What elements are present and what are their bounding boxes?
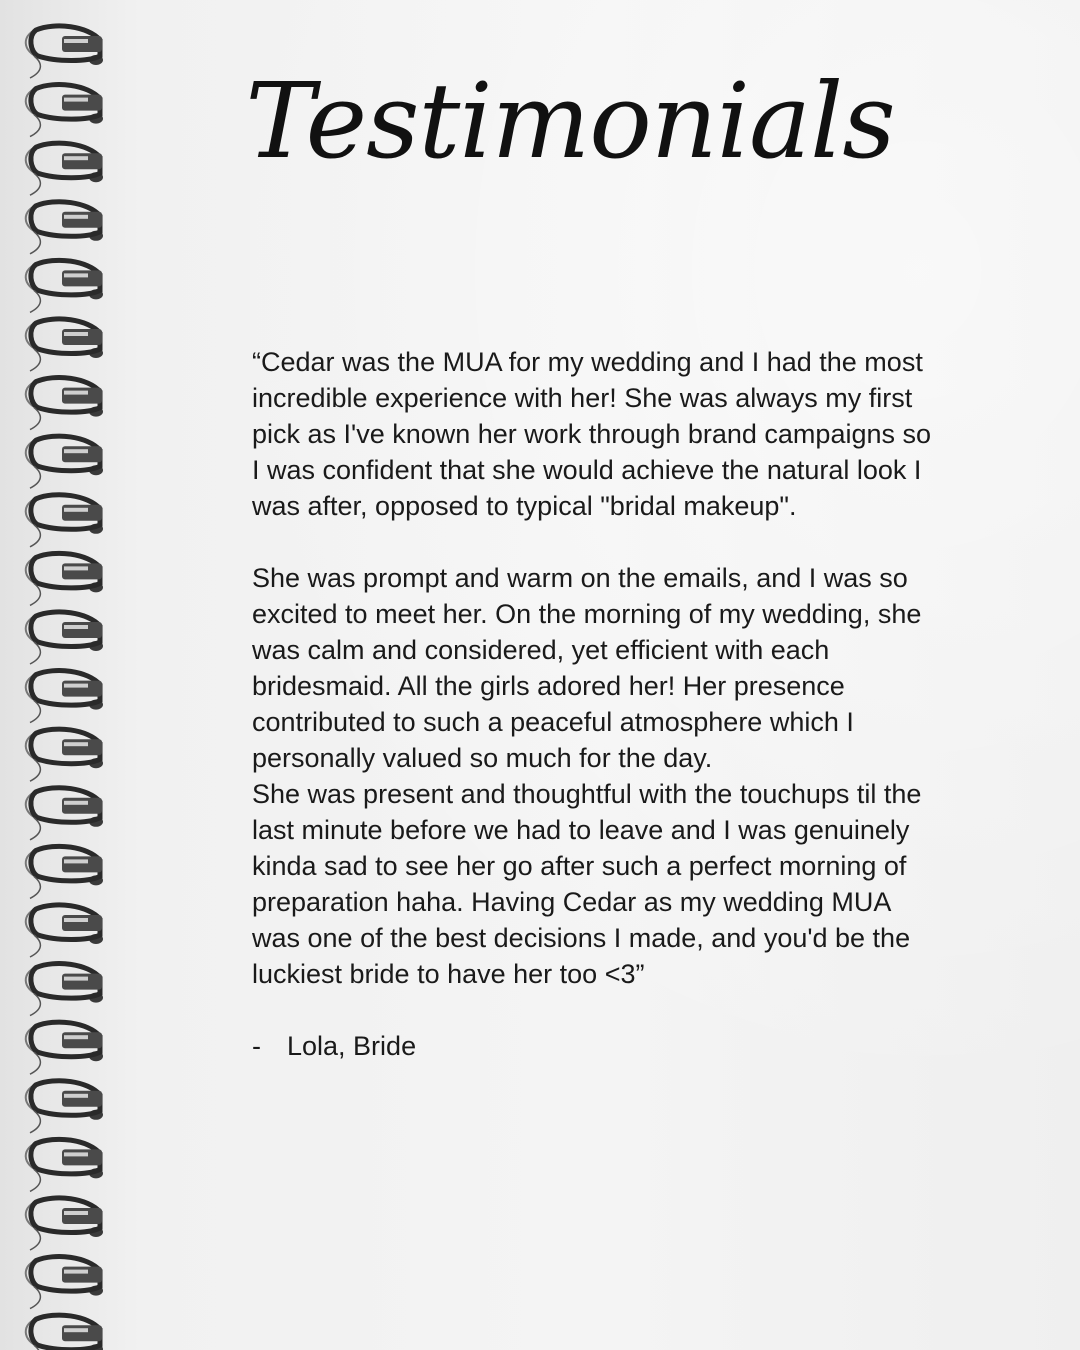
spiral-coil — [26, 905, 103, 957]
testimonial-signature: Lola, Bride — [287, 1031, 417, 1061]
spiral-coil — [26, 553, 103, 605]
spiral-coil — [26, 788, 103, 840]
spiral-coil — [26, 1139, 103, 1191]
testimonial-paragraph-1: “Cedar was the MUA for my wedding and I had the most incredible experience with her! She was always my first pick as I've known her work through brand campaigns so I was confident that she would achieve the natural look I was after, opposed to typical "bridal makeup". — [252, 347, 932, 521]
spiral-coil — [26, 260, 103, 312]
testimonial-paragraph-3: She was present and thoughtful with the touchups til the last minute before we had to leave and I was genuinely kinda sad to see her go after such a perfect morning of preparation haha. Having Cedar as my wedding MUA was one of the best decisions I made, and you'd be the luckiest bride to have her too <3” — [252, 779, 922, 989]
spiral-coil — [26, 319, 103, 371]
spiral-binding — [0, 0, 130, 1350]
signature-dash: - — [252, 1031, 261, 1061]
spiral-coil — [26, 1198, 103, 1250]
spiral-coil — [26, 612, 103, 664]
testimonial-signature-line — [252, 1028, 942, 1064]
spiral-coil — [26, 729, 103, 781]
page-title: Testimonials — [245, 60, 895, 182]
spiral-coil — [26, 1315, 103, 1350]
spiral-coil — [26, 202, 103, 254]
spiral-coil — [26, 846, 103, 898]
paragraph-spacer — [252, 524, 942, 560]
spiral-coil — [26, 495, 103, 547]
testimonial-text — [252, 344, 942, 1064]
spiral-coil — [26, 1081, 103, 1133]
spiral-coil — [26, 378, 103, 430]
paragraph-spacer — [252, 992, 942, 1028]
testimonial-paragraph-2: She was prompt and warm on the emails, and I was so excited to meet her. On the morning of my wedding, she was calm and considered, yet efficient with each bridesmaid. All the girls adored her! Her presence contributed to such a peaceful atmosphere which I personally valued so much for the day. — [252, 563, 922, 773]
spiral-coil — [26, 1022, 103, 1074]
spiral-coil — [26, 1257, 103, 1309]
spiral-coil — [26, 964, 103, 1016]
spiral-coil — [26, 671, 103, 723]
spiral-coil — [26, 436, 103, 488]
